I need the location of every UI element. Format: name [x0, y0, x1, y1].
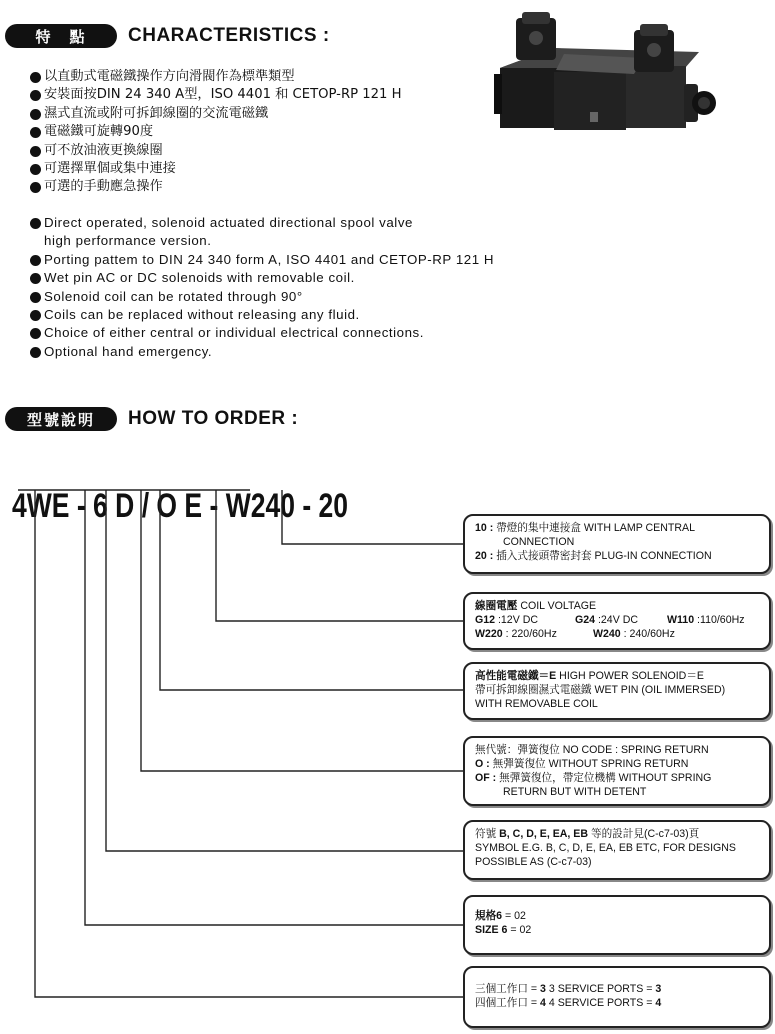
voltage-title-en: COIL VOLTAGE — [517, 600, 597, 612]
solenoid-box — [463, 662, 771, 720]
list-item: Solenoid coil can be rotated through 90° — [30, 288, 494, 306]
code-solenoid: E — [177, 487, 203, 525]
w110-code: W110 — [667, 614, 695, 626]
ports-4-code-en: 4 — [655, 997, 662, 1009]
ports-4-code: 4 — [540, 997, 546, 1009]
connection-box — [463, 514, 771, 574]
w240-value: : 240/60Hz — [620, 628, 675, 640]
list-item: 可選的手動應急操作 — [30, 178, 402, 196]
ports-3-code: 3 — [540, 983, 546, 995]
list-item: Direct operated, solenoid actuated directional spool valve — [30, 214, 494, 232]
ports-box — [463, 966, 771, 1028]
list-item: Porting pattem to DIN 24 340 form A, ISO 4401 and CETOP-RP 121 H — [30, 251, 494, 269]
w220-value: : 220/60Hz — [502, 628, 557, 640]
order-badge: 型號說明 — [5, 407, 117, 431]
code-spring: O — [156, 487, 178, 525]
g12-value: :12V DC — [495, 614, 539, 626]
connection-10-cont: CONNECTION — [503, 536, 575, 548]
ports-4-en: 4 SERVICE PORTS = — [545, 997, 656, 1009]
spring-box — [463, 736, 771, 806]
code-slash: / — [134, 487, 157, 525]
spring-line-3: 無彈簧復位，帶定位機構 WITHOUT SPRING — [496, 772, 712, 784]
spring-line-3-cont: RETURN BUT WITH DETENT — [503, 786, 647, 798]
voltage-box — [463, 592, 771, 650]
symbol-en-b: ETC, FOR DESIGNS — [632, 842, 736, 854]
w240-code: W240 — [593, 628, 621, 640]
w220-code: W220 — [475, 628, 503, 640]
size-en-value: = 02 — [507, 924, 532, 936]
g24-code: G24 — [575, 614, 596, 626]
code-voltage: W240 — [225, 487, 295, 525]
connection-10-text: 帶燈的集中連接盒 WITH LAMP CENTRAL — [493, 522, 695, 534]
order-title: HOW TO ORDER : — [128, 408, 299, 429]
solenoid-line-3: WITH REMOVABLE COIL — [475, 698, 598, 710]
list-item: 電磁鐵可旋轉90度 — [30, 123, 402, 141]
code-dash: - — [294, 487, 319, 525]
code-10: 10 : — [475, 522, 494, 534]
symbol-codes: B, C, D, E, EA, EB — [499, 828, 589, 840]
characteristics-title: CHARACTERISTICS : — [128, 25, 330, 46]
list-item: Choice of either central or individual electrical connections. — [30, 324, 494, 342]
solenoid-title-en: HIGH POWER SOLENOID＝E — [556, 670, 704, 682]
ports-3-zh: 三個工作口 = — [475, 983, 541, 995]
list-item: 可選擇單個或集中連接 — [30, 160, 402, 178]
ports-4-zh: 四個工作口 = — [475, 997, 541, 1009]
list-item: 濕式直流或附可拆卸線圈的交流電磁鐵 — [30, 105, 402, 123]
list-item: 安裝面按DIN 24 340 A型，ISO 4401 和 CETOP-RP 121 H — [30, 86, 402, 104]
code-dash: - — [69, 487, 94, 525]
code-type: 4WE — [12, 487, 70, 525]
g12-code: G12 — [475, 614, 496, 626]
list-item: Optional hand emergency. — [30, 343, 494, 361]
characteristics-badge: 特 點 — [5, 24, 117, 48]
solenoid-line-2: 帶可拆卸線圈濕式電磁鐵 WET PIN (OIL IMMERSED) — [475, 684, 726, 696]
list-item: Wet pin AC or DC solenoids with removable coil. — [30, 269, 494, 287]
code-of: OF : — [475, 772, 497, 784]
symbol-zh-a: 符號 — [475, 828, 500, 840]
size-box — [463, 895, 771, 955]
symbol-en-a: SYMBOL E.G. B, C, D, E, EA, EB — [475, 842, 633, 854]
ports-3-en: 3 SERVICE PORTS = — [545, 983, 656, 995]
symbol-en-c: POSSIBLE AS (C-c7-03) — [475, 856, 592, 868]
list-item-continuation: high performance version. — [44, 233, 212, 249]
g24-value: :24V DC — [595, 614, 639, 626]
code-symbol: D — [107, 487, 135, 525]
spring-line-2: 無彈簧復位 WITHOUT SPRING RETURN — [489, 758, 689, 770]
symbol-box — [463, 820, 771, 880]
list-item: 可不放油液更換線圈 — [30, 142, 402, 160]
connection-20-text: 插入式接頭帶密封套 PLUG-IN CONNECTION — [493, 550, 712, 562]
list-item: Coils can be replaced without releasing any fluid. — [30, 306, 494, 324]
code-dash: - — [202, 487, 226, 525]
voltage-title-zh: 線圈電壓 — [475, 600, 518, 612]
list-item: 以直動式電磁鐵操作方向滑閥作為標準類型 — [30, 68, 402, 86]
ports-3-code-en: 3 — [655, 983, 662, 995]
size-zh: 規格6 — [475, 910, 503, 922]
size-en: SIZE 6 — [475, 924, 508, 936]
code-20: 20 : — [475, 550, 494, 562]
code-size: 6 — [93, 487, 108, 525]
symbol-zh-c: 等的設計見(C-c7-03)頁 — [588, 828, 700, 840]
code-connection: 20 — [318, 487, 349, 525]
code-o: O : — [475, 758, 490, 770]
size-zh-value: = 02 — [502, 910, 526, 922]
w110-value: :110/60Hz — [694, 614, 745, 626]
solenoid-title: 高性能電磁鐵＝E — [475, 670, 557, 682]
spring-line-1: 無代號：彈簧復位 NO CODE : SPRING RETURN — [475, 744, 709, 756]
